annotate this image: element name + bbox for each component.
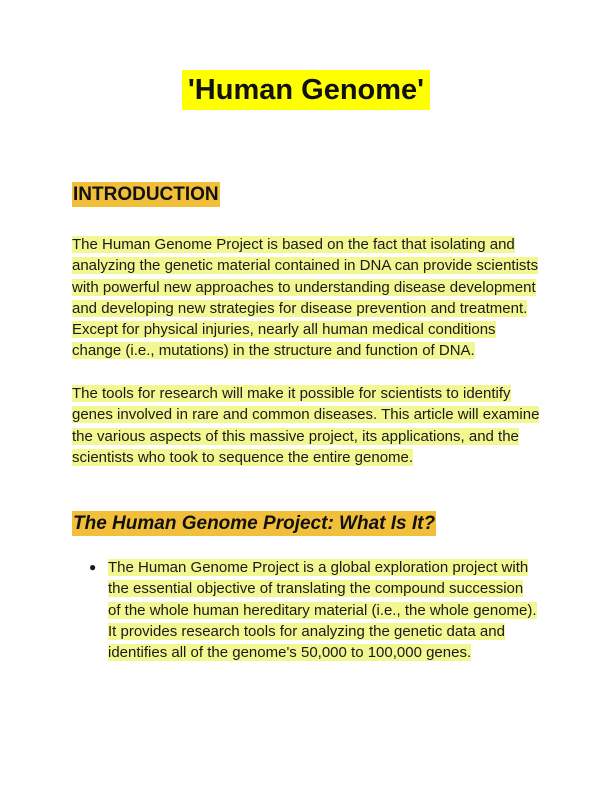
intro-paragraph-2 xyxy=(72,383,548,468)
title-container xyxy=(0,70,612,110)
section-heading-what-is-it: The Human Genome Project: What Is It? xyxy=(73,513,436,534)
intro-paragraph-1-text: The Human Genome Project is based on the fact that isolating and analyzing the genetic material contained in DNA can provide scientists with powerful new approaches to understanding disease development and developing new strategies for disease prevention and treatment. Except for physical injuries, nearly all human medical conditions change (i.e., mutations) in the structure and function of DNA. xyxy=(72,236,539,360)
bullet-dot-icon: ● xyxy=(89,560,97,574)
intro-paragraph-1 xyxy=(72,234,548,362)
bullet-list xyxy=(88,557,538,663)
list-item xyxy=(88,557,538,663)
document-title: 'Human Genome' xyxy=(182,70,430,110)
intro-paragraph-2-text: The tools for research will make it possible for scientists to identify genes involved in rare and common diseases. This article will examine the various aspects of this massive project, its applications, and the scientists who took to sequence the entire genome. xyxy=(72,385,540,466)
section-heading-introduction: INTRODUCTION xyxy=(73,184,219,205)
bullet-text: The Human Genome Project is a global exploration project with the essential objective of translating the compound succession of the whole human hereditary material (i.e., the whole genome). It provides research tools for analyzing the genetic data and identifies all of the genome's 50,000 to 100,000 genes. xyxy=(108,559,537,662)
